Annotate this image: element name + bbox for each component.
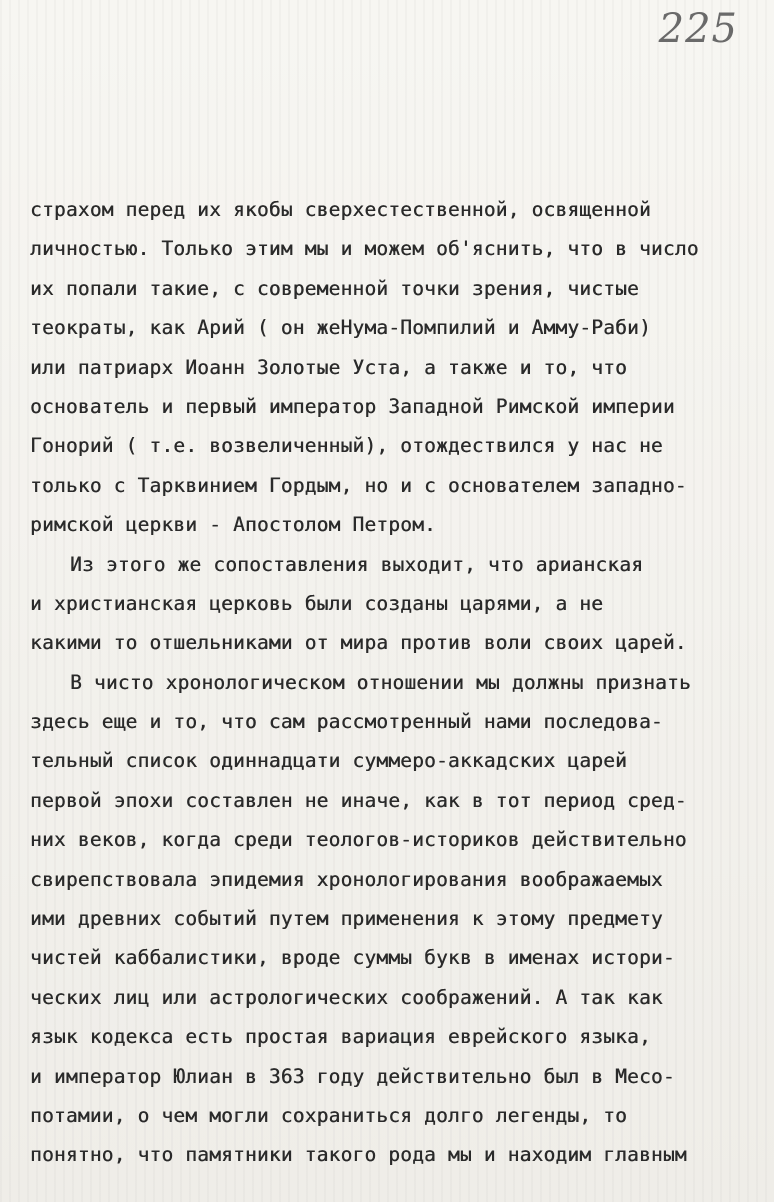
page-number: 225 [658,6,738,52]
text-line: какими то отшельниками от мира против воли своих царей. [30,631,687,655]
text-line: основатель и первый император Западной Римской империи [30,394,675,418]
text-line: свирепствовала эпидемия хронологирования воображаемых [30,867,663,891]
text-line: них веков, когда среди теологов-историков действительно [30,828,687,852]
text-line: ими древних событий путем применения к этому предмету [30,907,663,931]
text-line: первой эпохи составлен не иначе, как в тот период сред- [30,788,687,812]
text-line: понятно, что памятники такого рода мы и находим главным [30,1143,687,1167]
text-line: чистей каббалистики, вроде суммы букв в именах истори- [30,946,675,970]
text-line: теократы, как Арий ( он жеНума-Помпилий и Амму-Раби) [30,316,651,340]
text-line: или патриарх Иоанн Золотые Уста, а также и то, что [30,355,627,379]
text-line: язык кодекса есть простая вариация еврейского языка, [30,1025,651,1049]
text-line: Гонорий ( т.е. возвеличенный), отождествился у нас не [30,434,663,458]
text-line: Из этого же сопоставления выходит, что арианская [70,552,644,576]
text-line: потамии, о чем могли сохраниться долго легенды, то [30,1103,627,1127]
text-line: их попали такие, с современной точки зрения, чистые [30,276,639,300]
text-line: только с Тарквинием Гордым, но и с основателем западно- [30,473,687,497]
text-line: тельный список одиннадцати суммеро-аккадских царей [30,749,627,773]
text-line: римской церкви - Апостолом Петром. [30,513,436,537]
text-line: и император Юлиан в 363 году действительно был в Месо- [30,1064,675,1088]
text-line: страхом перед их якобы сверхестественной, освященной [30,198,651,221]
text-line: здесь еще и то, что сам рассмотренный нами последова- [30,710,663,734]
text-line: ческих лиц или астрологических соображений. А так как [30,985,663,1009]
body-text [30,190,766,1175]
text-line: В чисто хронологическом отношении мы должны признать [70,670,691,694]
text-line: личностью. Только этим мы и можем об'яснить, что в число [30,237,699,261]
text-line: и христианская церковь были созданы царями, а не [30,591,604,615]
